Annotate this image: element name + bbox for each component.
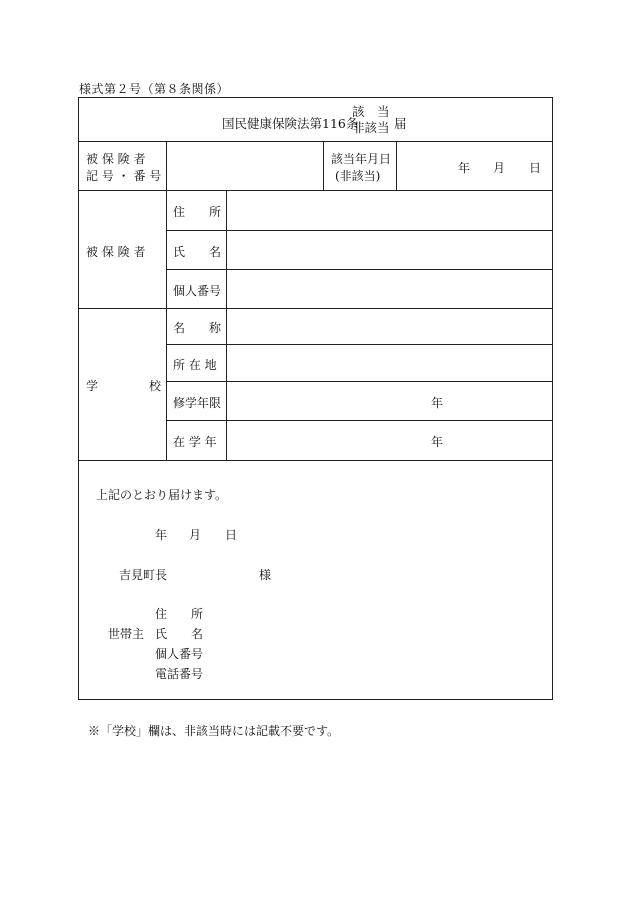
declaration-statement: 上記のとおり届けます。 <box>96 488 228 502</box>
divider <box>166 269 553 270</box>
school-years-limit-unit: 年 <box>431 396 444 410</box>
date-month: 月 <box>493 161 506 175</box>
footnote: ※「学校」欄は、非該当時には記載不要です。 <box>88 724 340 738</box>
title-suffix: 届 <box>394 116 407 131</box>
school-grade-unit: 年 <box>431 435 444 449</box>
divider <box>166 420 553 421</box>
divider <box>166 141 167 460</box>
insured-personal-number-label: 個人番号 <box>173 284 222 298</box>
form-title: 国民健康保険法第116条 <box>222 116 359 131</box>
insured-address-label: 住 所 <box>173 205 222 219</box>
school-grade-label: 在 学 年 <box>173 435 217 449</box>
divider <box>166 230 553 231</box>
declaration-year: 年 <box>155 528 168 542</box>
title-options <box>352 104 390 136</box>
divider <box>78 308 553 309</box>
divider <box>78 190 553 191</box>
householder-name-label: 氏 名 <box>155 627 204 641</box>
school-years-limit-label: 修学年限 <box>173 396 222 410</box>
divider <box>166 381 553 382</box>
divider <box>226 190 227 460</box>
householder-personal-number-label: 個人番号 <box>155 647 204 661</box>
date-label-line1: 該当年月日 <box>331 152 392 166</box>
title-option-not-applicable: 非該当 <box>352 120 390 135</box>
date-label-line2: (非該当) <box>335 169 381 183</box>
school-section-label-right: 校 <box>149 379 162 393</box>
insured-symbol-label-line2: 記 号 ・ 番 号 <box>86 169 162 183</box>
form-sheet <box>78 97 553 700</box>
date-day: 日 <box>529 161 542 175</box>
addressee-honorific: 様 <box>259 568 272 582</box>
householder-address-label: 住 所 <box>155 607 204 621</box>
declaration-day: 日 <box>225 528 238 542</box>
declaration-month: 月 <box>189 528 202 542</box>
divider <box>396 141 397 190</box>
school-section-label-left: 学 <box>86 379 99 393</box>
insured-symbol-label-line1: 被 保 険 者 <box>86 152 146 166</box>
title-option-applicable: 該 当 <box>352 104 390 119</box>
householder-phone-label: 電話番号 <box>155 667 204 681</box>
addressee: 吉見町長 <box>119 568 168 582</box>
school-name-label: 名 称 <box>173 321 222 335</box>
divider <box>78 141 553 142</box>
insured-name-label: 氏 名 <box>173 245 222 259</box>
householder-label: 世帯主 <box>108 627 145 641</box>
divider <box>78 460 553 461</box>
date-year: 年 <box>458 161 471 175</box>
divider <box>166 344 553 345</box>
divider <box>323 141 324 190</box>
insured-section-label: 被 保 険 者 <box>86 245 146 259</box>
school-location-label: 所 在 地 <box>173 358 217 372</box>
form-number: 様式第２号（第８条関係） <box>79 82 230 96</box>
